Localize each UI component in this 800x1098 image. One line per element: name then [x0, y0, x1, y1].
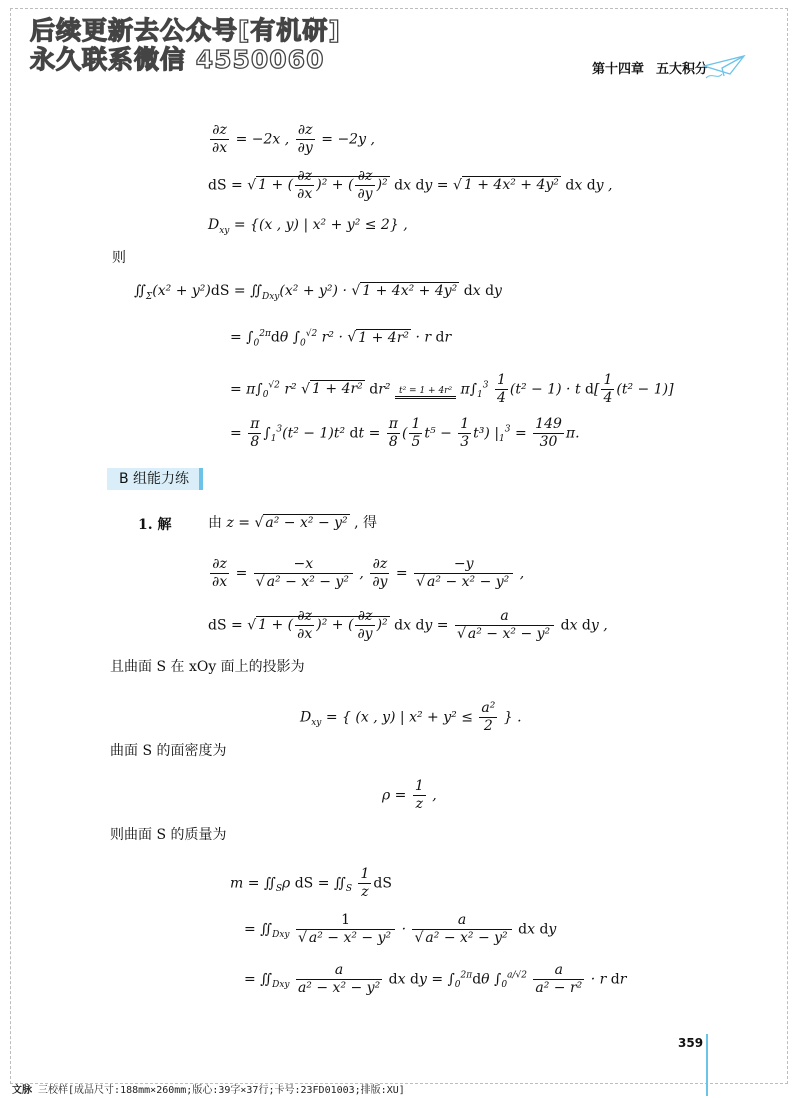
mass-line-1: $m = ∬_S\rho$ dS = $∬_S$ $\frac{1}{z}$ dS — [230, 866, 392, 900]
mass-line-3: = $∬_{Dxy}$ $\frac{a}{\text{a² − x² − y²}}$ dx dy = $\int_0^{2\pi}d\theta$ $\int_0^{a/√2}$ $\frac{a}{\text{a² − r²}}$ · r dr — [244, 962, 627, 996]
paper-plane-icon — [702, 52, 748, 82]
eq-intro-b: 由 z = √ a² − x² − y² , 得 — [208, 515, 377, 531]
footer-info: 三校样[成品尺寸:188mm×260mm;版心:39字×37行;卡号:23FD01003;排版:XU] — [38, 1085, 405, 1096]
text-projection: 且曲面 S 在 xOy 面上的投影为 — [110, 659, 305, 675]
page-number: 359 — [678, 1036, 704, 1050]
eq-partials-b: $\frac{\partial z}{\partial x}$ = $\frac{-x}{\text{√ a² − x² − y²}}$ , $\frac{\partial z}{\partial y}$ = $\frac{-y}{\text{√ a² − x² − y²}}$ , — [212, 556, 525, 590]
chapter-number: 第十四章 — [592, 62, 645, 77]
print-footer — [12, 1081, 405, 1096]
eq-domain-a: $D_{xy} = \{(x$ , y) | x² + y² ≤ 2} , — [208, 217, 408, 236]
integral-line-4: = $\frac{\pi}{8}$ $\int_1^3(t^2 - 1)t^2$ dt = $\frac{\pi}{8}$ ( $\frac{1}{5}$ t⁵ − $\frac{1}{3}$ t³) $|_1^3$ = $\frac{149}{30}$ π. — [230, 416, 580, 450]
eq-ds-a: dS = √ 1 + ( $\frac{\partial z}{\partial x}$ )² + ( $\frac{\partial z}{\partial y}$ )² dx dy = √ 1 + 4x² + 4y² dx dy , — [208, 168, 613, 202]
watermark-line-2: 永久联系微信 4550060 — [30, 45, 325, 74]
eq-density: ρ = $\frac{1}{z}$ , — [382, 778, 437, 812]
integral-line-2: = $\int_0^{2\pi}d\theta$ $\int_0^{√2}$ r² · √ 1 + 4r² · r dr — [230, 329, 452, 349]
text-density: 曲面 S 的面密度为 — [110, 743, 227, 759]
footer-brand: 文脉 — [12, 1085, 32, 1096]
text-mass: 则曲面 S 的质量为 — [110, 827, 227, 843]
eq-domain-b: $D_{xy}$ = { (x , y) | x² + y² ≤ $\frac{\text{a²}}{2}$ } . — [300, 700, 522, 734]
chapter-header — [592, 58, 708, 77]
integral-line-3: = $\pi\int_0^{√2}$ r² √ 1 + 4r² dr² t² = 1 + 4r² $\pi\int_1^3$ $\frac{1}{4}$ (t² − 1) · t d[ $\frac{1}{4}$ (t² − 1)] — [230, 372, 674, 406]
item-label: 1. 解 — [138, 517, 172, 533]
integral-line-1: $∬_\Sigma(x^2 + y^2)dS$ = $∬_{Dxy}(x^2 + y^2)$ · √ 1 + 4x² + 4y² dx dy — [134, 283, 502, 302]
label-then: 则 — [112, 250, 126, 266]
page-edge-bar — [706, 1034, 708, 1096]
section-badge: B 组能力练 — [107, 468, 203, 490]
watermark-line-1: 后续更新去公众号[有机研] — [30, 16, 341, 45]
mass-line-2: = $∬_{Dxy}$ $\frac{1}{\text{√ a² − x² − y²}}$ · $\frac{a}{\text{√ a² − x² − y²}}$ dx dy — [244, 912, 557, 946]
eq-ds-b: dS = √ 1 + ( $\frac{\partial z}{\partial x}$ )² + ( $\frac{\partial z}{\partial y}$ )² dx dy = $\frac{a}{\text{√ a² − x² − y²}}$ dx dy , — [208, 608, 608, 642]
chapter-title: 五大积分 — [656, 62, 709, 77]
eq-partials-a: $\frac{\partial z}{\partial x}$ = −2x , $\frac{\partial z}{\partial y}$ = −2y , — [212, 122, 375, 156]
